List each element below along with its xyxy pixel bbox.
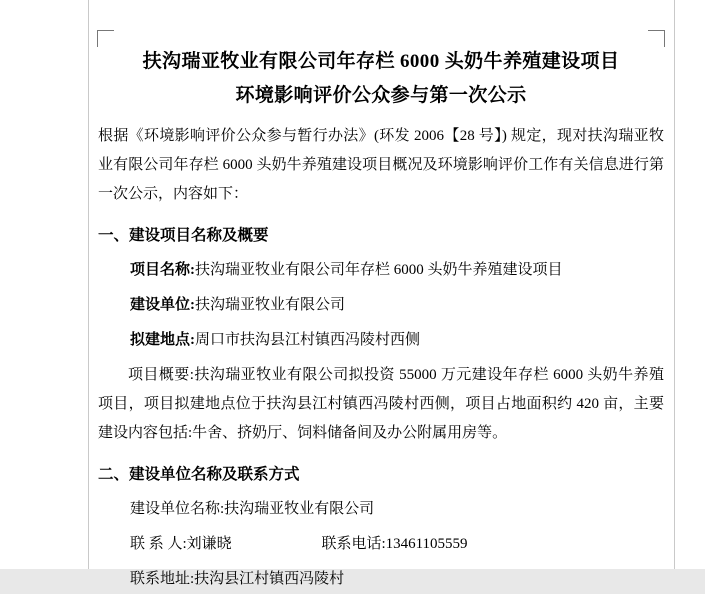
- crop-mark-top-left: [97, 30, 114, 47]
- field-project-summary: [98, 361, 664, 448]
- contact-unit-row: [98, 495, 664, 524]
- field-project-summary-label: 项目概要:: [128, 367, 194, 383]
- field-construction-unit-value: 扶沟瑞亚牧业有限公司: [195, 297, 346, 313]
- contact-person-value: 刘谦晓: [186, 536, 232, 552]
- intro-paragraph: 根据《环境影响评价公众参与暂行办法》(环发 2006【28 号】) 规定，现对扶沟瑞亚牧业有限公司年存栏 6000 头奶牛养殖建设项目概况及环境影响评价工作有关信息进行第一次公示，内容如下：: [98, 128, 664, 202]
- contact-address-value: 扶沟县江村镇西冯陵村: [194, 571, 345, 587]
- document-title-line-1: 扶沟瑞亚牧业有限公司年存栏 6000 头奶牛养殖建设项目: [142, 51, 620, 72]
- contact-phone-group: [289, 530, 467, 559]
- contact-unit-label: 建设单位名称:: [130, 501, 225, 517]
- field-project-summary-value: 扶沟瑞亚牧业有限公司拟投资 55000 万元建设年存栏 6000 头奶牛养殖项目，项目拟建地点位于扶沟县江村镇西冯陵村西侧，项目占地面积约 420 亩，主要建设内容包括:牛舍、挤奶厅、饲料储备间及办公附属用房等。: [98, 367, 664, 441]
- document-title-line-2: 环境影响评价公众参与第一次公示: [235, 85, 527, 106]
- crop-mark-top-right: [648, 30, 665, 47]
- section-2-heading: 二、建设单位名称及联系方式: [98, 466, 300, 483]
- field-project-name: [98, 256, 664, 285]
- section-1-heading: 一、建设项目名称及概要: [98, 227, 269, 244]
- field-project-name-value: 扶沟瑞亚牧业有限公司年存栏 6000 头奶牛养殖建设项目: [195, 262, 563, 278]
- contact-address-row: [98, 565, 664, 594]
- contact-phone-label: 联系电话:: [321, 536, 386, 552]
- contact-phone-value: 13461105559: [385, 536, 468, 552]
- field-project-name-label: 项目名称:: [130, 262, 195, 278]
- contact-person-label: 联 系 人:: [130, 536, 187, 552]
- contact-person-row: [98, 530, 664, 559]
- page-left-edge: [88, 0, 89, 569]
- contact-address-label: 联系地址:: [130, 571, 195, 587]
- field-location-value: 周口市扶沟县江村镇西冯陵村西侧: [195, 332, 421, 348]
- document-body: [98, 46, 664, 594]
- field-construction-unit-label: 建设单位:: [130, 297, 195, 313]
- field-location: [98, 326, 664, 355]
- field-location-label: 拟建地点:: [130, 332, 195, 348]
- page-right-edge: [674, 0, 675, 569]
- contact-unit-value: 扶沟瑞亚牧业有限公司: [224, 501, 375, 517]
- field-construction-unit: [98, 291, 664, 320]
